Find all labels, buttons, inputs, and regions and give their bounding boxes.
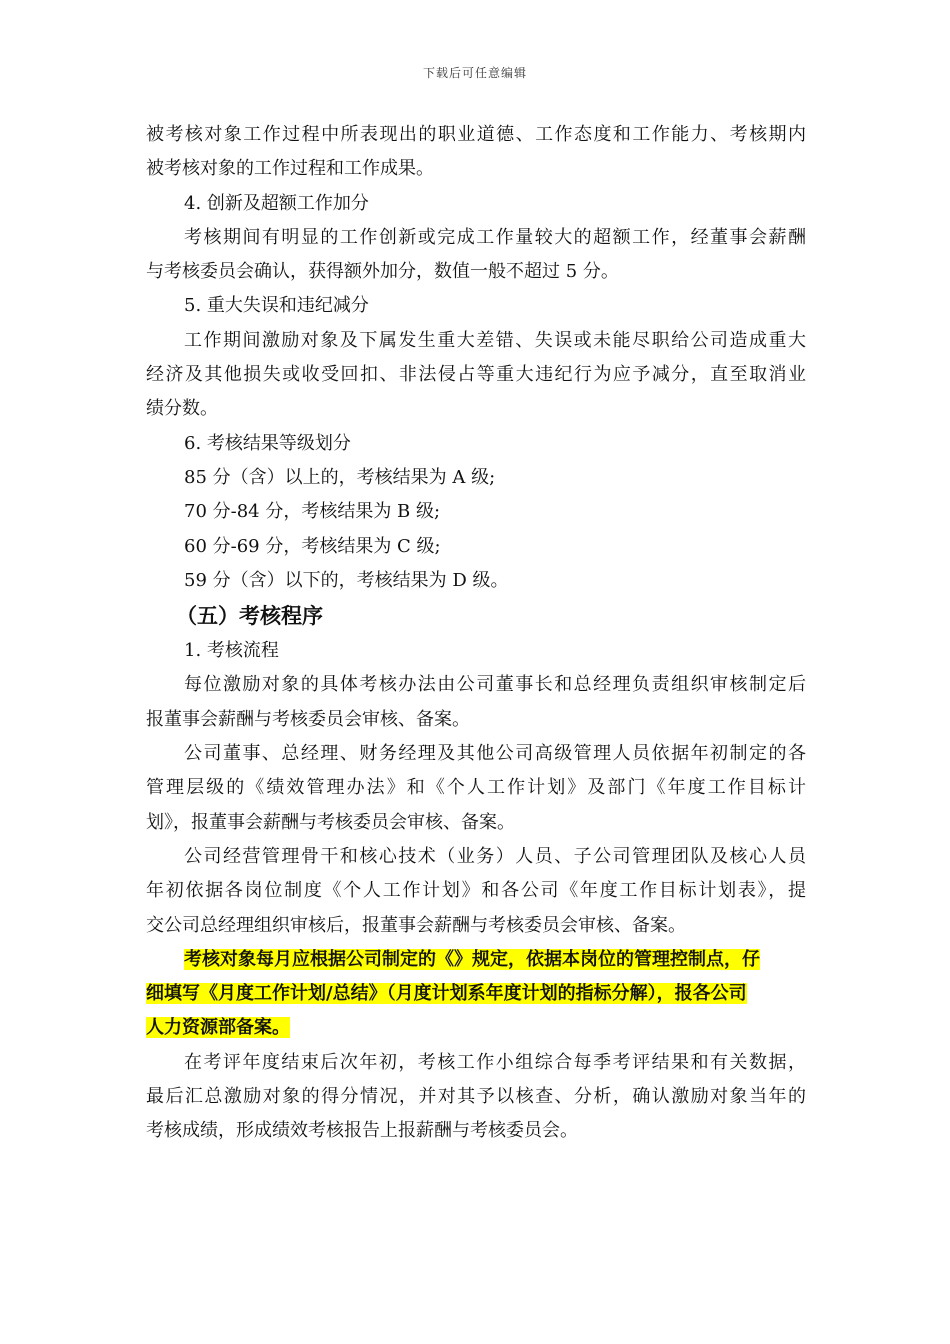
paragraph-line: 经济及其他损失或收受回扣、非法侵占等重大违纪行为应予减分，直至取消业 (146, 364, 806, 386)
highlighted-line (146, 977, 806, 1011)
paragraph-line: 工作期间激励对象及下属发生重大差错、失误或未能尽职给公司造成重大 (184, 329, 806, 351)
paragraph-line: 公司董事、总经理、财务经理及其他公司高级管理人员依据年初制定的各 (184, 743, 806, 765)
paragraph-line: 报董事会薪酬与考核委员会审核、备案。 (146, 708, 470, 730)
subheading-major-error-deduction: 5. 重大失误和违纪减分 (184, 295, 369, 317)
paragraph-line: 最后汇总激励对象的得分情况，并对其予以核查、分析，确认激励对象当年的 (146, 1086, 806, 1108)
paragraph-line: 管理层级的《绩效管理办法》和《个人工作计划》及部门《年度工作目标计 (146, 777, 806, 799)
paragraph-line: 与考核委员会确认，获得额外加分，数值一般不超过 5 分。 (146, 261, 619, 283)
grade-c-line: 60 分-69 分，考核结果为 C 级; (184, 535, 441, 557)
paragraph-line: 年初依据各岗位制度《个人工作计划》和各公司《年度工作目标计划表》，提 (146, 880, 806, 902)
paragraph-line: 公司经营管理骨干和核心技术（业务）人员、子公司管理团队及核心人员 (184, 845, 806, 867)
paragraph-line: 考核期间有明显的工作创新或完成工作量较大的超额工作，经董事会薪酬 (184, 226, 806, 248)
subheading-process: 1. 考核流程 (184, 640, 279, 662)
paragraph-line: 考核成绩，形成绩效考核报告上报薪酬与考核委员会。 (146, 1120, 578, 1142)
paragraph-line: 绩分数。 (146, 398, 218, 420)
page-header-note: 下载后可任意编辑 (422, 66, 527, 80)
subheading-innovation-bonus: 4. 创新及超额工作加分 (184, 192, 369, 214)
highlighted-line (146, 943, 806, 977)
grade-d-line: 59 分（含）以下的，考核结果为 D 级。 (184, 569, 509, 591)
paragraph-line: 在考评年度结束后次年初，考核工作小组综合每季考评结果和有关数据， (184, 1051, 806, 1073)
highlighted-text: 考核对象每月应根据公司制定的《》规定，依据本岗位的管理控制点，仔 (184, 948, 760, 970)
paragraph-line: 被考核对象工作过程中所表现出的职业道德、工作态度和工作能力、考核期内 (146, 124, 806, 145)
paragraph-line: 被考核对象的工作过程和工作成果。 (146, 158, 434, 180)
subheading-grade-levels: 6. 考核结果等级划分 (184, 432, 351, 454)
highlighted-text: 人力资源部备案。 (146, 1017, 290, 1039)
grade-a-line: 85 分（含）以上的，考核结果为 A 级; (184, 466, 496, 488)
highlighted-text: 细填写《月度工作计划/总结》（月度计划系年度计划的指标分解），报各公司 (146, 983, 747, 1005)
document-body (146, 118, 806, 1149)
paragraph-line: 划》，报董事会薪酬与考核委员会审核、备案。 (146, 811, 515, 833)
highlighted-line (146, 1011, 806, 1045)
paragraph-line: 每位激励对象的具体考核办法由公司董事长和总经理负责组织审核制定后 (184, 674, 806, 696)
paragraph-line: 交公司总经理组织审核后，报董事会薪酬与考核委员会审核、备案。 (146, 914, 686, 936)
section-title-procedure: （五）考核程序 (176, 603, 323, 629)
grade-b-line: 70 分-84 分，考核结果为 B 级; (184, 501, 441, 523)
